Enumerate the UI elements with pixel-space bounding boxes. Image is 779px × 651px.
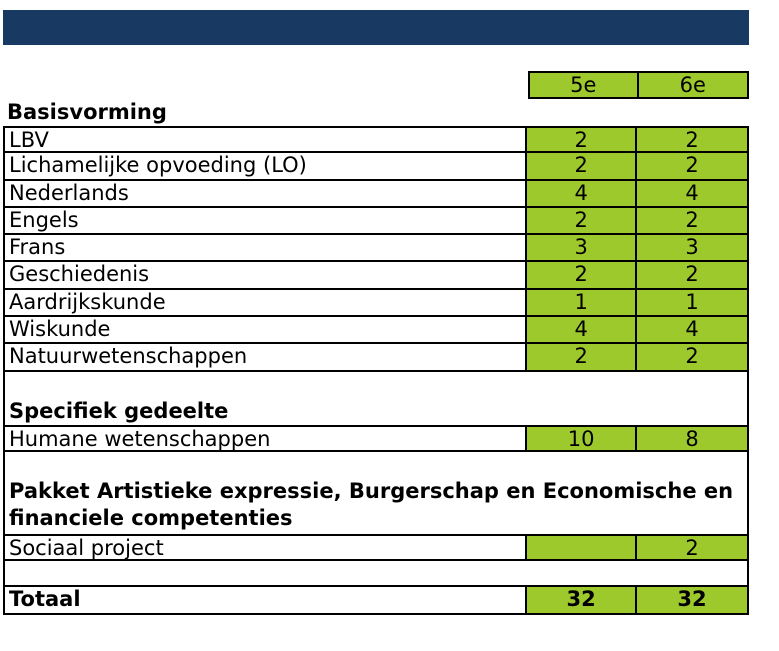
hours-5e: 4 [527, 317, 637, 342]
subject-name: LBV [5, 128, 527, 151]
hours-5e: 10 [527, 427, 637, 450]
table-row [5, 317, 747, 344]
hours-6e: 2 [637, 153, 747, 178]
subject-name: Geschiedenis [5, 262, 527, 287]
hours-6e: 8 [637, 427, 747, 450]
hours-5e: 4 [527, 181, 637, 206]
hours-5e: 2 [527, 208, 637, 233]
table-row [5, 126, 747, 153]
table-row [5, 181, 747, 208]
subject-name: Natuurwetenschappen [5, 344, 527, 369]
hours-6e: 2 [637, 344, 747, 369]
table-row [5, 290, 747, 317]
table-row [5, 534, 747, 561]
hours-6e: 4 [637, 181, 747, 206]
subject-name: Wiskunde [5, 317, 527, 342]
hours-5e: 3 [527, 235, 637, 260]
subject-name: Humane wetenschappen [5, 427, 527, 450]
hours-6e: 2 [637, 208, 747, 233]
spacer-row [5, 452, 747, 478]
hours-6e: 2 [637, 262, 747, 287]
section-title-specifiek: Specifiek gedeelte [9, 398, 229, 423]
section-title-basisvorming: Basisvorming [7, 100, 167, 124]
table-row [5, 208, 747, 235]
hours-6e: 2 [637, 536, 747, 559]
hours-5e: 2 [527, 262, 637, 287]
hours-6e: 3 [637, 235, 747, 260]
total-5e: 32 [527, 587, 637, 612]
hours-5e: 1 [527, 290, 637, 315]
hours-6e: 2 [637, 128, 747, 151]
table-row [5, 262, 747, 289]
subject-name: Lichamelijke opvoeding (LO) [5, 153, 527, 178]
table-row [5, 153, 747, 180]
section-title-pakket: Pakket Artistieke expressie, Burgerschap en Economische en financiele competenties [9, 478, 734, 530]
total-6e: 32 [637, 587, 747, 612]
basisvorming-rows [3, 126, 749, 615]
subject-name: Sociaal project [5, 536, 527, 559]
subject-name: Engels [5, 208, 527, 233]
header-bar [3, 10, 749, 45]
table-row [5, 235, 747, 262]
subject-name: Frans [5, 235, 527, 260]
column-header-5e: 5e [528, 71, 639, 99]
table-row [5, 425, 747, 452]
hours-5e [527, 536, 637, 559]
column-header-row [3, 71, 749, 99]
hours-6e: 4 [637, 317, 747, 342]
hours-5e: 2 [527, 344, 637, 369]
column-header-6e: 6e [639, 71, 750, 99]
spacer-row [5, 372, 747, 398]
total-label: Totaal [5, 587, 527, 612]
table-row [5, 344, 747, 371]
empty-row [5, 561, 747, 587]
hours-5e: 2 [527, 128, 637, 151]
total-row [5, 587, 747, 614]
hours-6e: 1 [637, 290, 747, 315]
hours-5e: 2 [527, 153, 637, 178]
subject-name: Aardrijkskunde [5, 290, 527, 315]
lesson-table [3, 71, 749, 615]
subject-name: Nederlands [5, 181, 527, 206]
